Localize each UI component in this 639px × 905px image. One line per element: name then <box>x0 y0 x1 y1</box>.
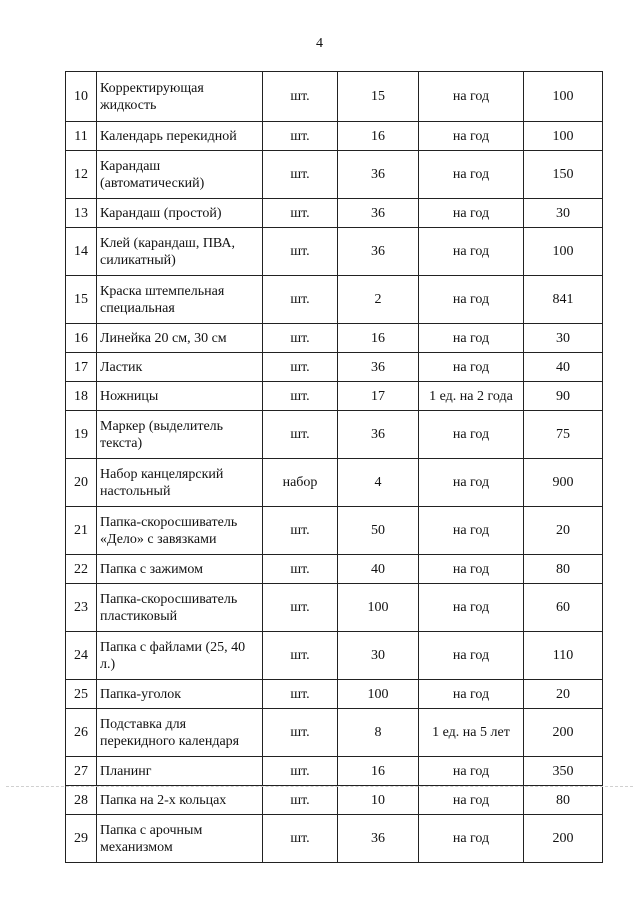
supplies-table <box>65 71 603 863</box>
unit-of-measure: набор <box>263 459 338 507</box>
item-name: Папка с арочным механизмом <box>97 815 263 863</box>
item-name: Календарь перекидной <box>97 122 263 151</box>
row-number: 19 <box>66 411 97 459</box>
item-name: Подставка для перекидного календаря <box>97 709 263 757</box>
quantity: 36 <box>338 353 419 382</box>
usage-period: на год <box>419 459 524 507</box>
table-row <box>66 680 603 709</box>
price: 841 <box>524 276 603 324</box>
row-number: 25 <box>66 680 97 709</box>
quantity: 36 <box>338 228 419 276</box>
usage-period: на год <box>419 555 524 584</box>
price: 350 <box>524 757 603 786</box>
quantity: 40 <box>338 555 419 584</box>
table-row <box>66 324 603 353</box>
item-name: Папка с зажимом <box>97 555 263 584</box>
page-number: 4 <box>316 36 323 51</box>
usage-period: на год <box>419 680 524 709</box>
table-row <box>66 411 603 459</box>
item-name: Корректирующая жидкость <box>97 72 263 122</box>
row-number: 22 <box>66 555 97 584</box>
row-number: 13 <box>66 199 97 228</box>
usage-period: на год <box>419 151 524 199</box>
usage-period: на год <box>419 786 524 815</box>
usage-period: 1 ед. на 2 года <box>419 382 524 411</box>
table-row <box>66 353 603 382</box>
item-name: Планинг <box>97 757 263 786</box>
scan-artifact-line <box>6 786 633 787</box>
unit-of-measure: шт. <box>263 324 338 353</box>
table-row <box>66 507 603 555</box>
row-number: 27 <box>66 757 97 786</box>
unit-of-measure: шт. <box>263 632 338 680</box>
item-name: Клей (карандаш, ПВА, силикатный) <box>97 228 263 276</box>
row-number: 17 <box>66 353 97 382</box>
item-name: Карандаш (автоматический) <box>97 151 263 199</box>
unit-of-measure: шт. <box>263 584 338 632</box>
table-row <box>66 151 603 199</box>
table-row <box>66 757 603 786</box>
price: 900 <box>524 459 603 507</box>
price: 30 <box>524 324 603 353</box>
usage-period: 1 ед. на 5 лет <box>419 709 524 757</box>
price: 110 <box>524 632 603 680</box>
price: 100 <box>524 72 603 122</box>
unit-of-measure: шт. <box>263 411 338 459</box>
row-number: 15 <box>66 276 97 324</box>
row-number: 12 <box>66 151 97 199</box>
table-row <box>66 72 603 122</box>
table-body <box>66 72 603 863</box>
item-name: Папка на 2-х кольцах <box>97 786 263 815</box>
usage-period: на год <box>419 324 524 353</box>
unit-of-measure: шт. <box>263 507 338 555</box>
unit-of-measure: шт. <box>263 786 338 815</box>
item-name: Линейка 20 см, 30 см <box>97 324 263 353</box>
table-row <box>66 555 603 584</box>
unit-of-measure: шт. <box>263 122 338 151</box>
quantity: 36 <box>338 815 419 863</box>
table-row <box>66 122 603 151</box>
usage-period: на год <box>419 757 524 786</box>
table-row <box>66 199 603 228</box>
item-name: Набор канцелярский настольный <box>97 459 263 507</box>
table-row <box>66 228 603 276</box>
price: 100 <box>524 122 603 151</box>
row-number: 23 <box>66 584 97 632</box>
usage-period: на год <box>419 228 524 276</box>
price: 30 <box>524 199 603 228</box>
unit-of-measure: шт. <box>263 228 338 276</box>
item-name: Ножницы <box>97 382 263 411</box>
quantity: 16 <box>338 122 419 151</box>
usage-period: на год <box>419 199 524 228</box>
usage-period: на год <box>419 632 524 680</box>
quantity: 4 <box>338 459 419 507</box>
quantity: 8 <box>338 709 419 757</box>
unit-of-measure: шт. <box>263 199 338 228</box>
table-row <box>66 709 603 757</box>
table-row <box>66 459 603 507</box>
unit-of-measure: шт. <box>263 276 338 324</box>
unit-of-measure: шт. <box>263 757 338 786</box>
price: 80 <box>524 555 603 584</box>
unit-of-measure: шт. <box>263 555 338 584</box>
row-number: 24 <box>66 632 97 680</box>
usage-period: на год <box>419 584 524 632</box>
unit-of-measure: шт. <box>263 815 338 863</box>
item-name: Маркер (выделитель текста) <box>97 411 263 459</box>
table-row <box>66 276 603 324</box>
item-name: Краска штемпельная специальная <box>97 276 263 324</box>
unit-of-measure: шт. <box>263 382 338 411</box>
quantity: 36 <box>338 411 419 459</box>
row-number: 10 <box>66 72 97 122</box>
quantity: 17 <box>338 382 419 411</box>
row-number: 29 <box>66 815 97 863</box>
item-name: Папка-уголок <box>97 680 263 709</box>
row-number: 21 <box>66 507 97 555</box>
table-row <box>66 382 603 411</box>
row-number: 20 <box>66 459 97 507</box>
quantity: 2 <box>338 276 419 324</box>
unit-of-measure: шт. <box>263 709 338 757</box>
price: 40 <box>524 353 603 382</box>
quantity: 15 <box>338 72 419 122</box>
price: 90 <box>524 382 603 411</box>
table-row <box>66 584 603 632</box>
usage-period: на год <box>419 276 524 324</box>
quantity: 16 <box>338 324 419 353</box>
row-number: 26 <box>66 709 97 757</box>
table-row <box>66 632 603 680</box>
item-name: Ластик <box>97 353 263 382</box>
table-row <box>66 786 603 815</box>
row-number: 16 <box>66 324 97 353</box>
price: 100 <box>524 228 603 276</box>
unit-of-measure: шт. <box>263 72 338 122</box>
price: 150 <box>524 151 603 199</box>
usage-period: на год <box>419 411 524 459</box>
usage-period: на год <box>419 353 524 382</box>
usage-period: на год <box>419 507 524 555</box>
price: 20 <box>524 507 603 555</box>
quantity: 50 <box>338 507 419 555</box>
usage-period: на год <box>419 72 524 122</box>
price: 200 <box>524 709 603 757</box>
item-name: Карандаш (простой) <box>97 199 263 228</box>
price: 60 <box>524 584 603 632</box>
quantity: 16 <box>338 757 419 786</box>
row-number: 28 <box>66 786 97 815</box>
quantity: 100 <box>338 680 419 709</box>
price: 20 <box>524 680 603 709</box>
table-row <box>66 815 603 863</box>
unit-of-measure: шт. <box>263 680 338 709</box>
quantity: 100 <box>338 584 419 632</box>
usage-period: на год <box>419 815 524 863</box>
item-name: Папка-скоросшиватель «Дело» с завязками <box>97 507 263 555</box>
unit-of-measure: шт. <box>263 151 338 199</box>
quantity: 36 <box>338 199 419 228</box>
quantity: 36 <box>338 151 419 199</box>
row-number: 18 <box>66 382 97 411</box>
price: 75 <box>524 411 603 459</box>
quantity: 30 <box>338 632 419 680</box>
row-number: 11 <box>66 122 97 151</box>
quantity: 10 <box>338 786 419 815</box>
unit-of-measure: шт. <box>263 353 338 382</box>
price: 80 <box>524 786 603 815</box>
row-number: 14 <box>66 228 97 276</box>
item-name: Папка-скоросшиватель пластиковый <box>97 584 263 632</box>
price: 200 <box>524 815 603 863</box>
item-name: Папка с файлами (25, 40 л.) <box>97 632 263 680</box>
usage-period: на год <box>419 122 524 151</box>
